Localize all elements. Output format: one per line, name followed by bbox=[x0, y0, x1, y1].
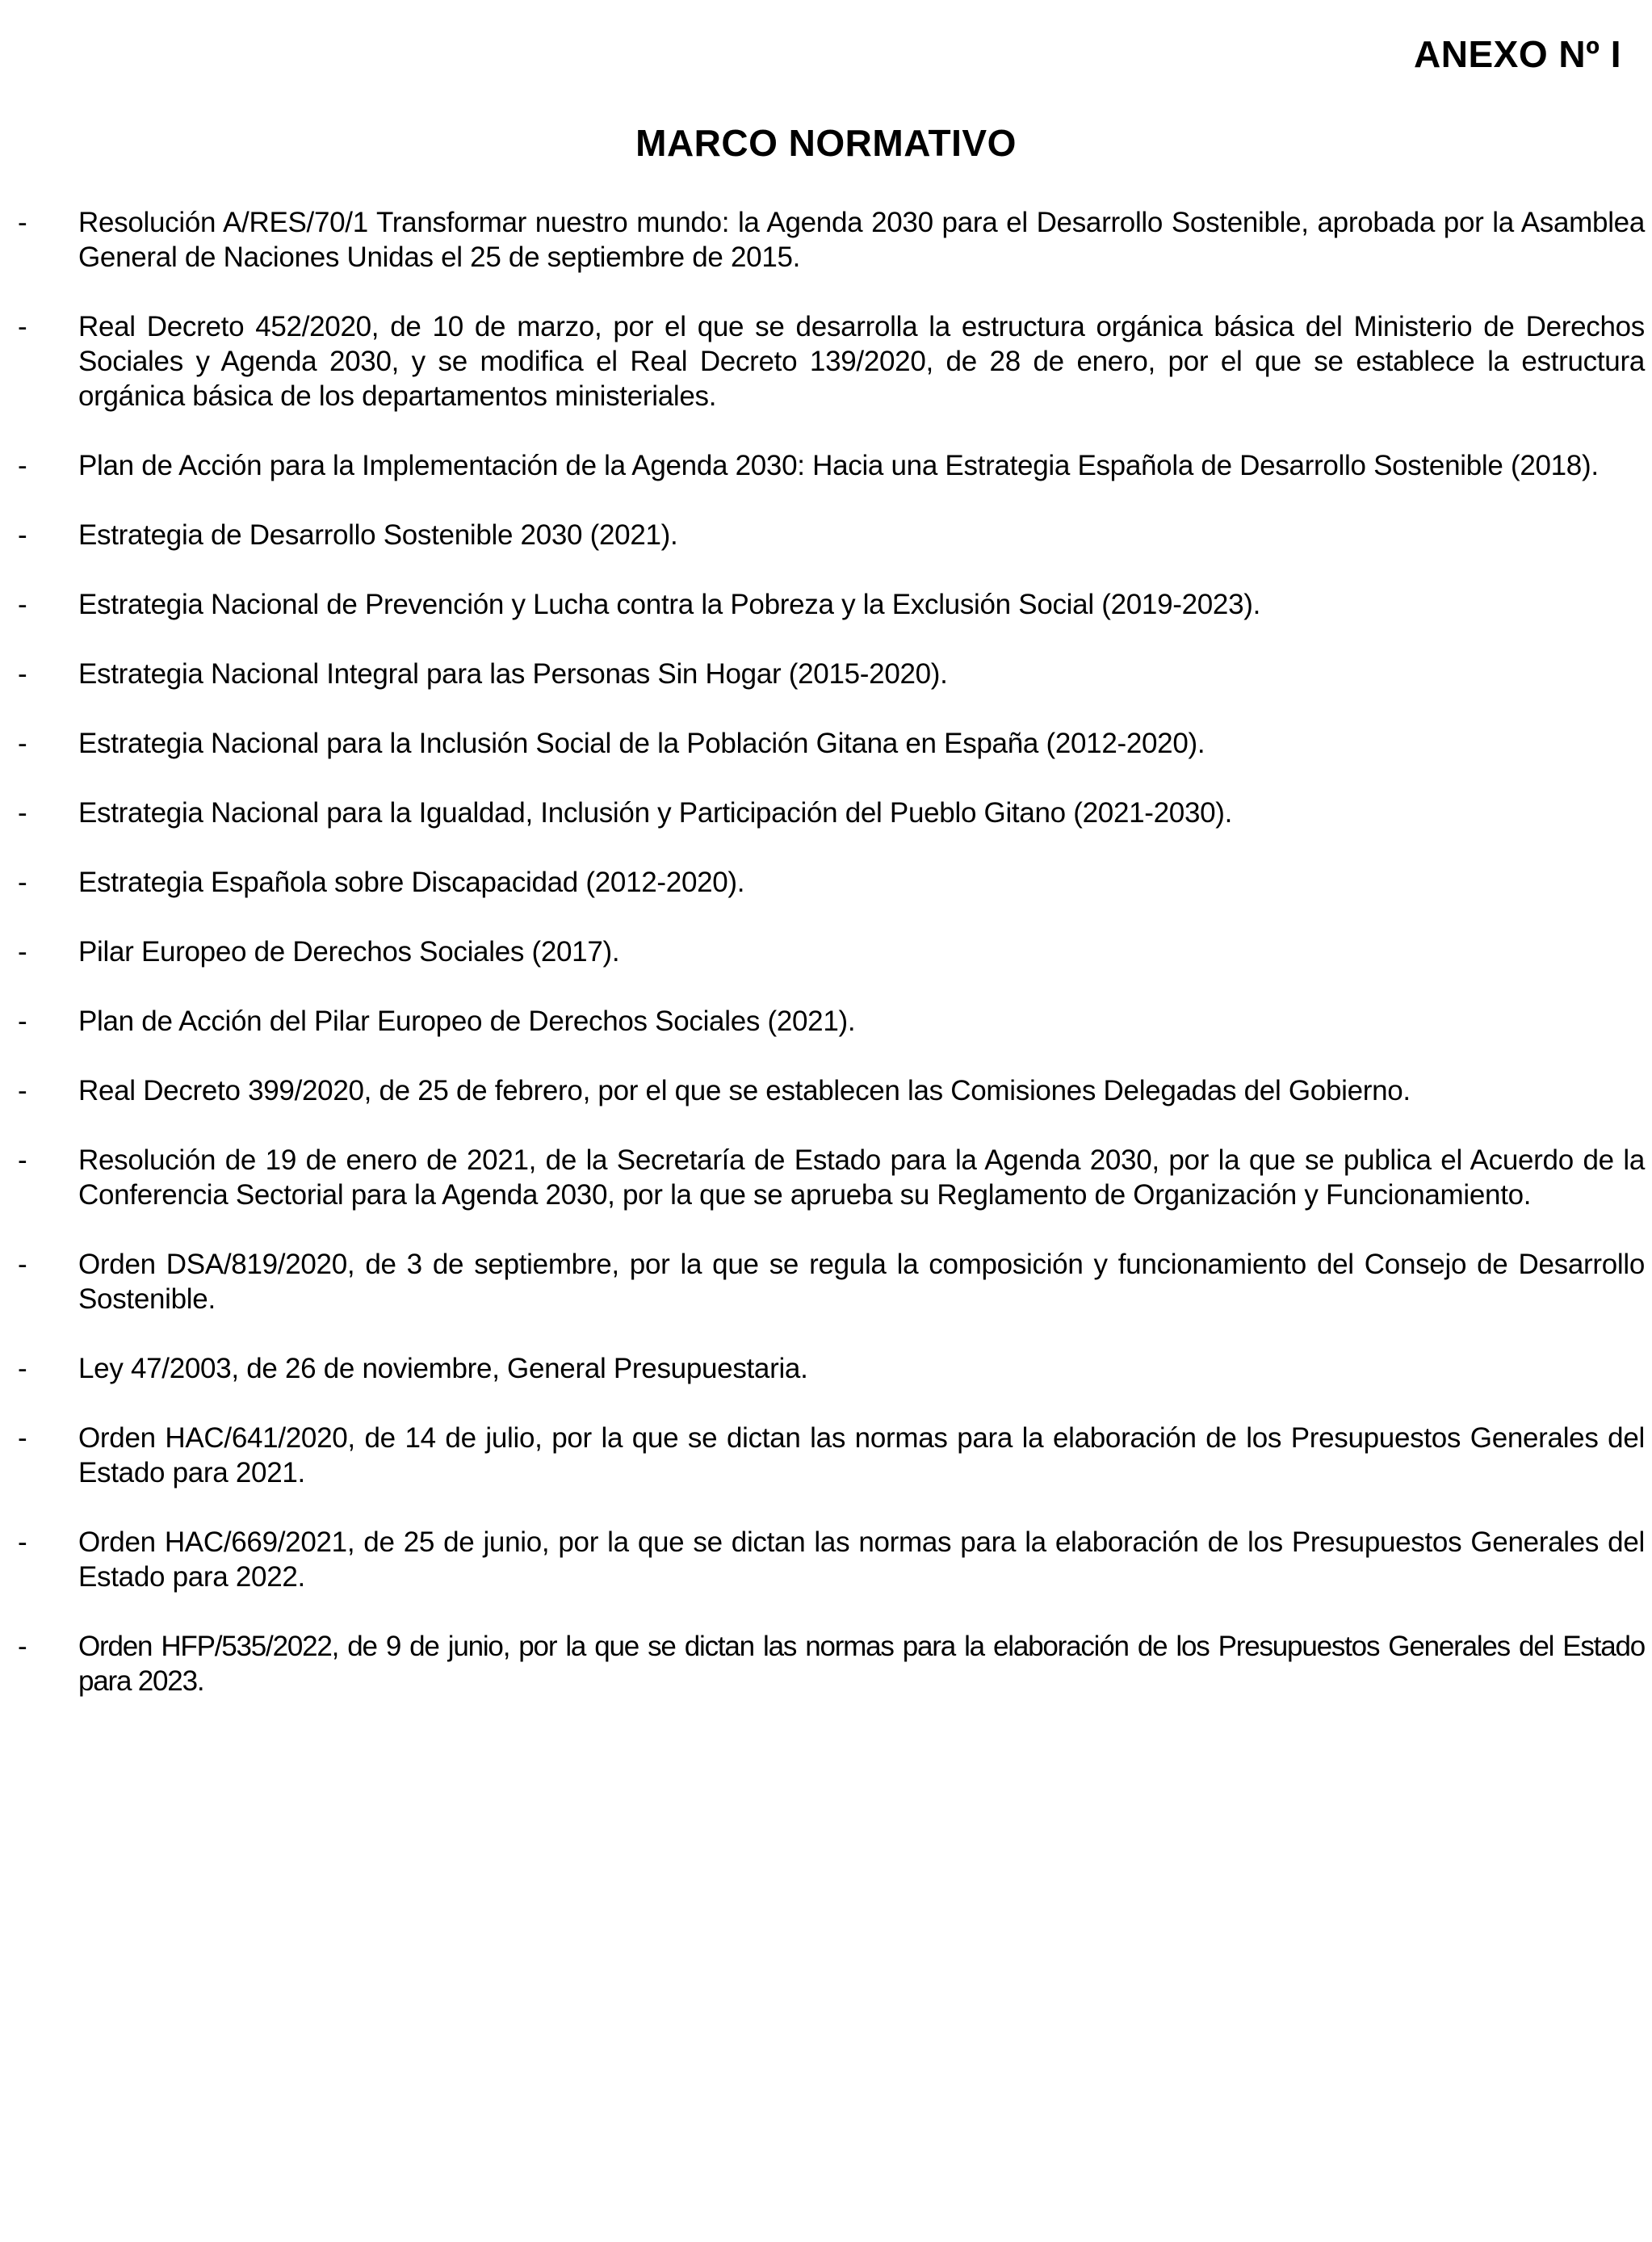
list-item-text: Ley 47/2003, de 26 de noviembre, General Presupuestaria. bbox=[78, 1353, 808, 1384]
bullet-dash: - bbox=[18, 311, 27, 342]
list-item-text: Estrategia de Desarrollo Sostenible 2030 (2021). bbox=[78, 519, 678, 551]
list-item-text: Orden HFP/535/2022, de 9 de junio, por la que se dictan las normas para la elaboración de los Presupuestos Generales del Estado para 2023. bbox=[78, 1631, 1645, 1697]
page-title: MARCO NORMATIVO bbox=[635, 122, 1017, 164]
list-item bbox=[18, 309, 1645, 414]
bullet-dash: - bbox=[18, 728, 27, 759]
list-item bbox=[18, 205, 1645, 275]
bullet-dash: - bbox=[18, 450, 27, 481]
bullet-dash: - bbox=[18, 1631, 27, 1662]
list-item bbox=[18, 1073, 1645, 1108]
normative-list bbox=[0, 205, 1652, 1698]
list-item bbox=[18, 1421, 1645, 1490]
list-item bbox=[18, 1351, 1645, 1386]
list-item-text: Real Decreto 452/2020, de 10 de marzo, por el que se desarrolla la estructura orgánica básica del Ministerio de Derechos Sociales y Agenda 2030, y se modifica el Real Decreto 139/2020, de 28 de enero, por el que se establece la estructura orgánica básica de los departamentos ministeriales. bbox=[78, 311, 1645, 412]
list-item-text: Plan de Acción para la Implementación de la Agenda 2030: Hacia una Estrategia Española de Desarrollo Sostenible (2018). bbox=[78, 450, 1599, 481]
bullet-dash: - bbox=[18, 658, 27, 690]
bullet-dash: - bbox=[18, 797, 27, 829]
list-item bbox=[18, 934, 1645, 969]
list-item-text: Real Decreto 399/2020, de 25 de febrero, por el que se establecen las Comisiones Delegadas del Gobierno. bbox=[78, 1075, 1411, 1106]
list-item bbox=[18, 448, 1645, 483]
list-item-text: Estrategia Nacional para la Inclusión Social de la Población Gitana en España (2012-2020). bbox=[78, 728, 1205, 759]
list-item bbox=[18, 796, 1645, 830]
bullet-dash: - bbox=[18, 936, 27, 968]
list-item-text: Resolución A/RES/70/1 Transformar nuestro mundo: la Agenda 2030 para el Desarrollo Sostenible, aprobada por la Asamblea General de Naciones Unidas el 25 de septiembre de 2015. bbox=[78, 207, 1645, 273]
list-item-text: Orden HAC/641/2020, de 14 de julio, por la que se dictan las normas para la elaboración de los Presupuestos Generales del Estado para 2021. bbox=[78, 1422, 1645, 1488]
bullet-dash: - bbox=[18, 1075, 27, 1106]
list-item-text: Orden DSA/819/2020, de 3 de septiembre, por la que se regula la composición y funcionamiento del Consejo de Desarrollo Sostenible. bbox=[78, 1249, 1645, 1315]
bullet-dash: - bbox=[18, 1526, 27, 1558]
bullet-dash: - bbox=[18, 207, 27, 238]
bullet-dash: - bbox=[18, 1249, 27, 1280]
bullet-dash: - bbox=[18, 867, 27, 898]
list-item-text: Pilar Europeo de Derechos Sociales (2017). bbox=[78, 936, 620, 968]
list-item-text: Estrategia Española sobre Discapacidad (2012-2020). bbox=[78, 867, 745, 898]
bullet-dash: - bbox=[18, 1353, 27, 1384]
list-item bbox=[18, 518, 1645, 552]
list-item-text: Estrategia Nacional para la Igualdad, Inclusión y Participación del Pueblo Gitano (2021-2030). bbox=[78, 797, 1233, 829]
list-item bbox=[18, 1247, 1645, 1316]
list-item bbox=[18, 657, 1645, 691]
bullet-dash: - bbox=[18, 1006, 27, 1037]
list-item bbox=[18, 726, 1645, 761]
annex-label: ANEXO Nº I bbox=[1414, 33, 1621, 75]
list-item bbox=[18, 1004, 1645, 1039]
list-item-text: Estrategia Nacional de Prevención y Lucha contra la Pobreza y la Exclusión Social (2019-2023). bbox=[78, 589, 1261, 620]
list-item bbox=[18, 865, 1645, 900]
bullet-dash: - bbox=[18, 519, 27, 551]
list-item bbox=[18, 587, 1645, 622]
bullet-dash: - bbox=[18, 1144, 27, 1176]
list-item-text: Estrategia Nacional Integral para las Personas Sin Hogar (2015-2020). bbox=[78, 658, 948, 690]
bullet-dash: - bbox=[18, 1422, 27, 1454]
list-item bbox=[18, 1629, 1645, 1698]
bullet-dash: - bbox=[18, 589, 27, 620]
list-item-text: Plan de Acción del Pilar Europeo de Derechos Sociales (2021). bbox=[78, 1006, 856, 1037]
list-item bbox=[18, 1143, 1645, 1212]
list-item bbox=[18, 1525, 1645, 1594]
list-item-text: Orden HAC/669/2021, de 25 de junio, por la que se dictan las normas para la elaboración de los Presupuestos Generales del Estado para 2022. bbox=[78, 1526, 1645, 1593]
list-item-text: Resolución de 19 de enero de 2021, de la Secretaría de Estado para la Agenda 2030, por la que se publica el Acuerdo de la Conferencia Sectorial para la Agenda 2030, por la que se aprueba su Reglamento de Organización y Funcionamiento. bbox=[78, 1144, 1645, 1211]
